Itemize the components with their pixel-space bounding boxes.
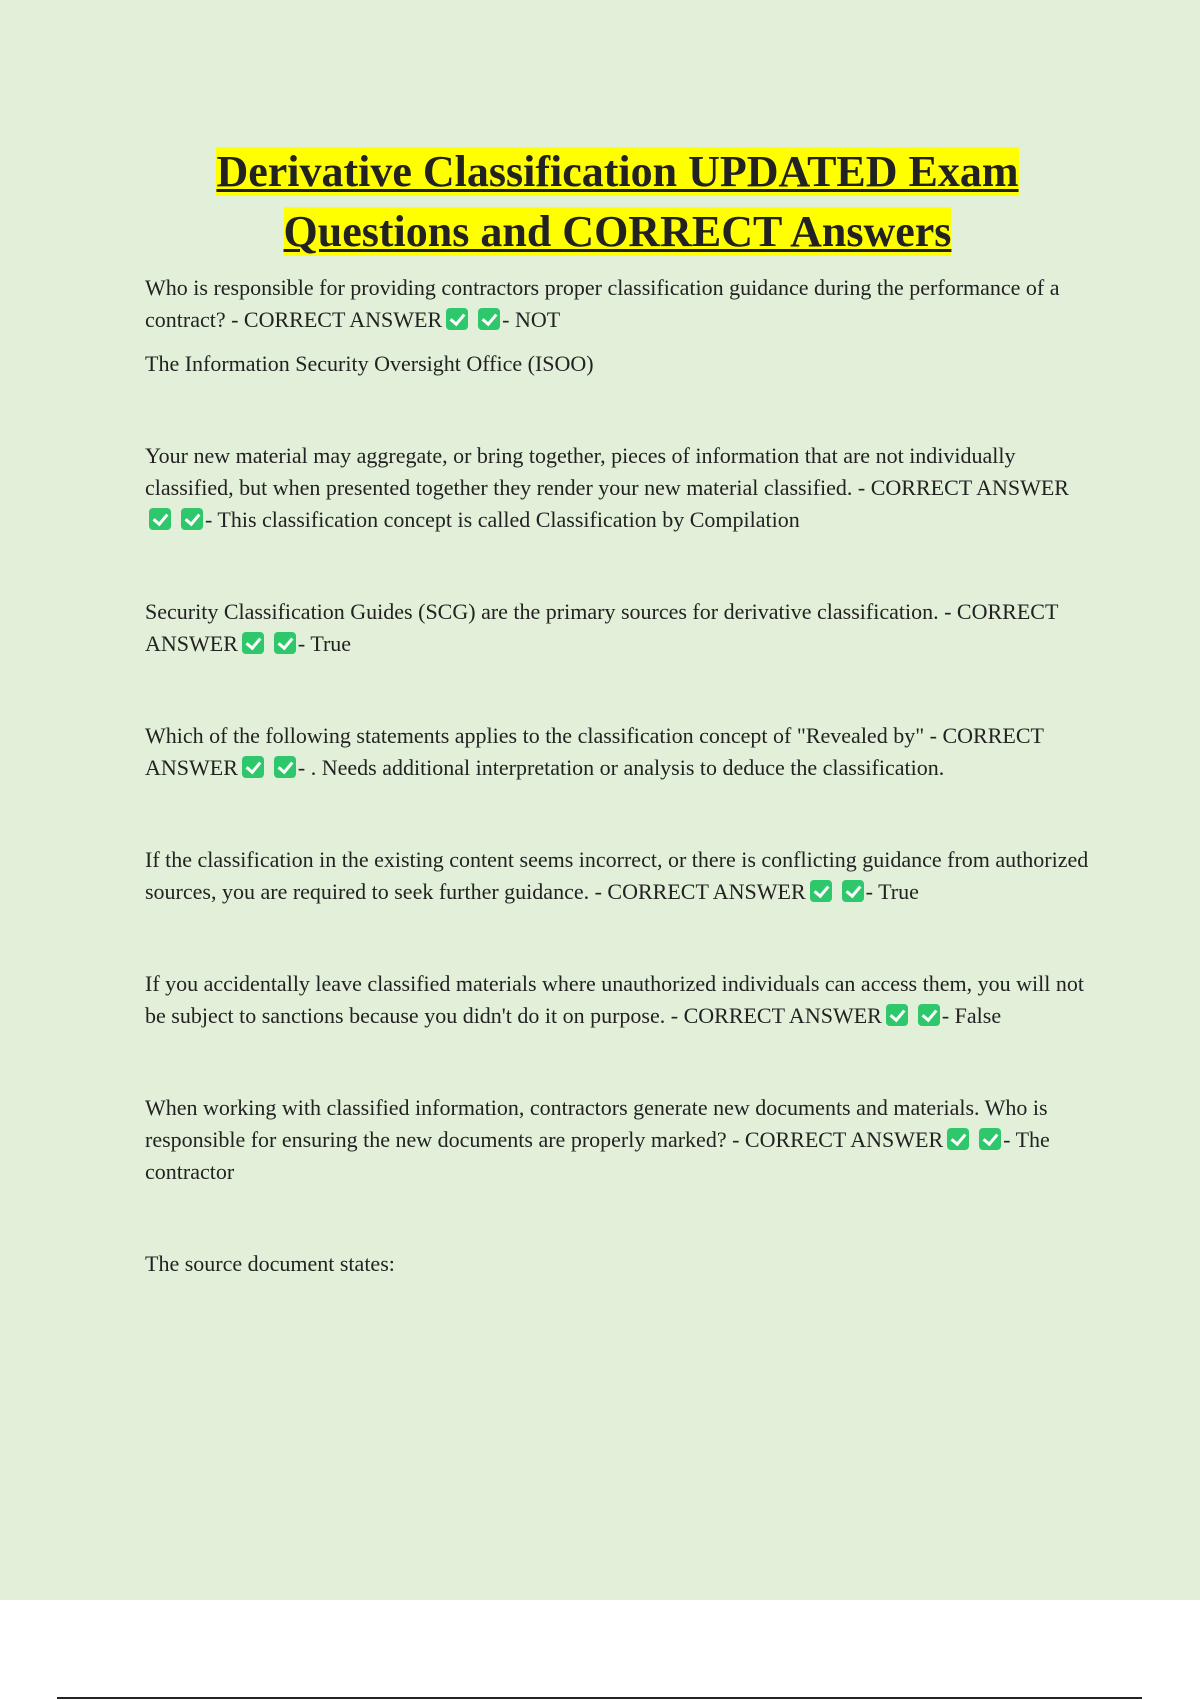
check-box-icon <box>242 756 264 778</box>
qa-item <box>145 968 1090 1032</box>
footer-divider <box>57 1697 1142 1699</box>
check-box-icon <box>478 308 500 330</box>
qa-item <box>145 844 1090 908</box>
qa-text <box>145 596 1090 660</box>
trailing-paragraph: The source document states: <box>145 1251 395 1276</box>
check-box-icon <box>979 1128 1001 1150</box>
qa-text <box>145 440 1090 536</box>
qa-item <box>145 720 1090 784</box>
question-text: Who is responsible for providing contractors proper classification guidance during the performance of a contract? - CORRECT ANSWER <box>145 275 1060 332</box>
question-text: If you accidentally leave classified materials where unauthorized individuals can access them, you will not be subject to sanctions because you didn't do it on purpose. - CORRECT ANSWER <box>145 971 1084 1028</box>
answer-text: - True <box>865 879 919 904</box>
answer-text: - False <box>941 1003 1002 1028</box>
title-line-1: Derivative Classification UPDATED Exam <box>216 147 1019 196</box>
check-box-icon <box>842 880 864 902</box>
question-text: When working with classified information, contractors generate new documents and materials. Who is responsible for ensuring the new documents are properly marked? - CORRECT ANSWER <box>145 1095 1048 1152</box>
answer-text: - NOT <box>502 307 561 332</box>
answer-text: - . Needs additional interpretation or analysis to deduce the classification. <box>297 755 945 780</box>
qa-text <box>145 844 1090 908</box>
question-text: Which of the following statements applies to the classification concept of "Revealed by" - CORRECT ANSWER <box>145 723 1044 780</box>
answer-continuation: The Information Security Oversight Office (ISOO) <box>145 351 594 376</box>
qa-item <box>145 596 1090 660</box>
check-box-icon <box>274 632 296 654</box>
check-box-icon <box>242 632 264 654</box>
qa-item <box>145 440 1090 536</box>
qa-item <box>145 272 1090 380</box>
check-box-icon <box>274 756 296 778</box>
question-text: If the classification in the existing content seems incorrect, or there is conflicting guidance from authorized sources, you are required to seek further guidance. - CORRECT ANSWER <box>145 847 1089 904</box>
question-text: Your new material may aggregate, or bring together, pieces of information that are not individually classified, but when presented together they render your new material classified. - CORRECT ANSWER <box>145 443 1069 500</box>
qa-text <box>145 1092 1090 1188</box>
answer-text: - The contractor <box>145 1127 1050 1184</box>
qa-text <box>145 272 1090 336</box>
document-content <box>145 142 1090 1280</box>
check-box-icon <box>947 1128 969 1150</box>
qa-text <box>145 968 1090 1032</box>
check-box-icon <box>149 508 171 530</box>
qa-text <box>145 720 1090 784</box>
answer-text: - True <box>297 631 352 656</box>
question-text: Security Classification Guides (SCG) are the primary sources for derivative classification. - CORRECT ANSWER <box>145 599 1058 656</box>
document-title <box>145 142 1090 262</box>
qa-item <box>145 1092 1090 1188</box>
answer-text: - This classification concept is called Classification by Compilation <box>205 507 800 532</box>
check-box-icon <box>918 1004 940 1026</box>
check-box-icon <box>181 508 203 530</box>
check-box-icon <box>446 308 468 330</box>
title-line-2: Questions and CORRECT Answers <box>283 207 952 256</box>
check-box-icon <box>810 880 832 902</box>
check-box-icon <box>886 1004 908 1026</box>
